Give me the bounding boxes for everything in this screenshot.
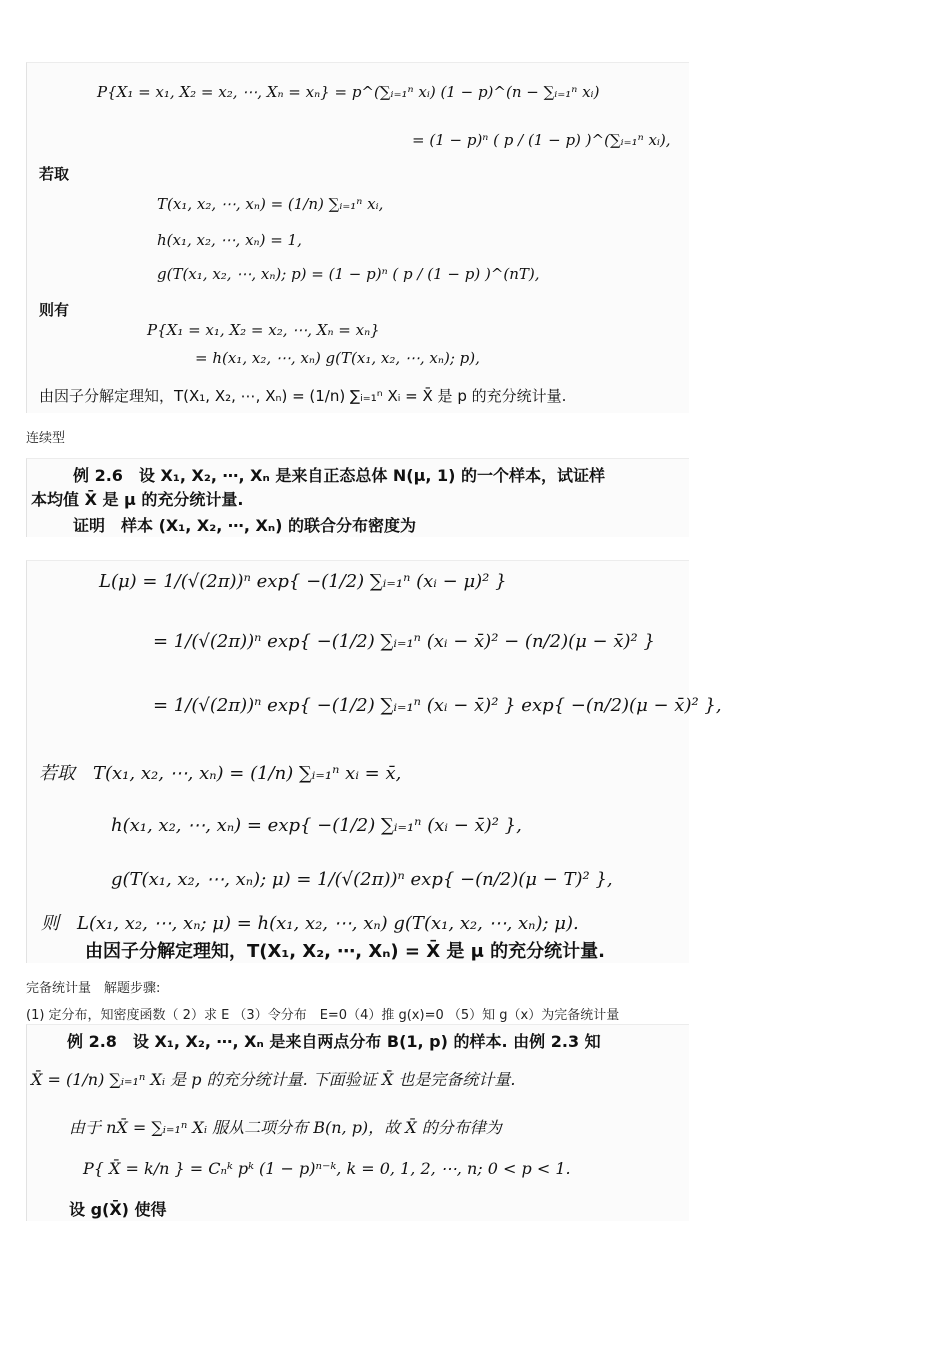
conclusion-continuous: 由因子分解定理知，T(X₁, X₂, ⋯, Xₙ) = X̄ 是 μ 的充分统计量. — [85, 941, 606, 962]
eq-joint-prob-rewrite: = (1 − p)ⁿ ( p / (1 − p) )^(∑ᵢ₌₁ⁿ xᵢ), — [412, 131, 671, 149]
eq-factorized-rhs: = h(x₁, x₂, ⋯, xₙ) g(T(x₁, x₂, ⋯, xₙ); p), — [195, 349, 480, 367]
example-2-6-line1: 例 2.6 设 X₁, X₂, ⋯, Xₙ 是来自正态总体 N(μ, 1) 的一个样本，试证样 — [73, 466, 606, 485]
example-2-8-line4: P{ X̄ = k/n } = Cₙᵏ pᵏ (1 − p)ⁿ⁻ᵏ, k = 0, 1, 2, ⋯, n; 0 < p < 1. — [83, 1159, 571, 1178]
eq-factorized-lhs: P{X₁ = x₁, X₂ = x₂, ⋯, Xₙ = xₙ} — [147, 321, 380, 339]
eq-L-mu-1: L(μ) = 1/(√(2π))ⁿ exp{ −(1/2) ∑ᵢ₌₁ⁿ (xᵢ − μ)² } — [99, 571, 507, 592]
label-ruoqu: 若取 — [39, 165, 70, 183]
formula-image-discrete — [26, 62, 689, 413]
eq-h-def: h(x₁, x₂, ⋯, xₙ) = 1, — [157, 231, 302, 249]
eq-h-exp: h(x₁, x₂, ⋯, xₙ) = exp{ −(1/2) ∑ᵢ₌₁ⁿ (xᵢ − x̄)² }, — [111, 815, 522, 836]
caption-solution-steps: (1) 定分布，知密度函数（ 2）求 E （3）令分布 E=0（4）推 g(x)=0 （5）知 g（x）为完备统计量 — [26, 1008, 620, 1023]
formula-image-continuous — [26, 560, 722, 963]
eq-L-mu-3: = 1/(√(2π))ⁿ exp{ −(1/2) ∑ᵢ₌₁ⁿ (xᵢ − x̄)² } exp{ −(n/2)(μ − x̄)² }, — [153, 695, 722, 716]
eq-g-def: g(T(x₁, x₂, ⋯, xₙ); p) = (1 − p)ⁿ ( p / (1 − p) )^(nT), — [157, 265, 540, 283]
example-2-8-line3: 由于 nX̄ = ∑ᵢ₌₁ⁿ Xᵢ 服从二项分布 B(n, p)，故 X̄ 的分布律为 — [69, 1118, 502, 1137]
example-2-8-line2: X̄ = (1/n) ∑ᵢ₌₁ⁿ Xᵢ 是 p 的充分统计量. 下面验证 X̄ 也是完备统计量. — [31, 1070, 516, 1089]
example-2-8-line5: 设 g(X̄) 使得 — [69, 1200, 167, 1219]
eq-joint-prob: P{X₁ = x₁, X₂ = x₂, ⋯, Xₙ = xₙ} = p^(∑ᵢ₌₁ⁿ xᵢ) (1 − p)^(n − ∑ᵢ₌₁ⁿ xᵢ) — [97, 83, 600, 101]
eq-L-mu-2: = 1/(√(2π))ⁿ exp{ −(1/2) ∑ᵢ₌₁ⁿ (xᵢ − x̄)² − (n/2)(μ − x̄)² } — [153, 631, 655, 652]
conclusion-discrete: 由因子分解定理知，T(X₁, X₂, ⋯, Xₙ) = (1/n) ∑ᵢ₌₁ⁿ Xᵢ = X̄ 是 p 的充分统计量. — [39, 387, 567, 405]
label-zeyou: 则有 — [39, 301, 70, 319]
caption-continuous: 连续型 — [26, 431, 66, 446]
eq-T-def: T(x₁, x₂, ⋯, xₙ) = (1/n) ∑ᵢ₌₁ⁿ xᵢ, — [157, 195, 384, 213]
eq-g-exp: g(T(x₁, x₂, ⋯, xₙ); μ) = 1/(√(2π))ⁿ exp{ −(n/2)(μ − T)² }, — [111, 869, 613, 890]
caption-complete-statistic: 完备统计量 解题步骤: — [26, 981, 161, 996]
eq-L-factorized: 则 L(x₁, x₂, ⋯, xₙ; μ) = h(x₁, x₂, ⋯, xₙ) g(T(x₁, x₂, ⋯, xₙ); μ). — [41, 913, 579, 934]
eq-T-xbar: 若取 T(x₁, x₂, ⋯, xₙ) = (1/n) ∑ᵢ₌₁ⁿ xᵢ = x̄, — [39, 763, 402, 784]
example-2-8 — [26, 1024, 689, 1221]
proof-intro: 证明 样本 (X₁, X₂, ⋯, Xₙ) 的联合分布密度为 — [73, 516, 417, 535]
example-2-6-statement — [26, 458, 689, 537]
example-2-8-line1: 例 2.8 设 X₁, X₂, ⋯, Xₙ 是来自两点分布 B(1, p) 的样本. 由例 2.3 知 — [67, 1032, 601, 1051]
example-2-6-line2: 本均值 X̄ 是 μ 的充分统计量. — [31, 490, 244, 509]
